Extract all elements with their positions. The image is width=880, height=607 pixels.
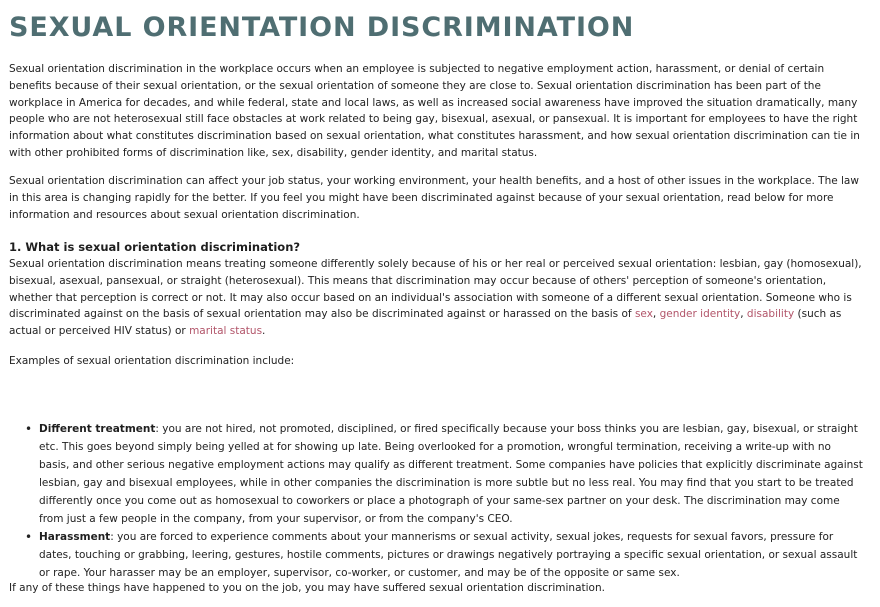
list-item-text: : you are not hired, not promoted, disciplined, or fired specifically because your boss thinks you are lesbian, gay, bisexual, or straight etc. This goes beyond simply being yelled at for showing up late. Being overlooked for a promotion, wrongful termination, receiving a write-up with no basis, and other serious negative employment actions may qualify as different treatment. Some companies have policies that explicitly discriminate against lesbian, gay and bisexual employees, while in other companies the discrimination is more subtle but no less real. You may find that you start to be treated differently once you come out as homosexual to coworkers or place a photograph of your same-sex partner on your desk. The discrimination may come from just a few people in the company, from your supervisor, or from the company's CEO.: [39, 423, 863, 525]
section-1-paragraph: [9, 256, 866, 340]
page-title: SEXUAL ORIENTATION DISCRIMINATION: [9, 12, 635, 43]
list-item-term: Harassment: [39, 531, 111, 543]
examples-list: [9, 420, 864, 582]
intro-paragraph-2: Sexual orientation discrimination can affect your job status, your working environment, your health benefits, and a host of other issues in the workplace. The law in this area is changing rapidly for the better. If you feel you might have been discriminated against because of your sexual orientation, read below for more information and resources about sexual orientation discrimination.: [9, 175, 859, 221]
closing-paragraph: If any of these things have happened to you on the job, you may have suffered sexual orientation discrimination.: [9, 582, 605, 594]
list-item: [9, 528, 864, 582]
list-item: [9, 420, 864, 528]
link-gender-identity[interactable]: gender identity: [659, 308, 741, 321]
section-heading-1: 1. What is sexual orientation discrimination?: [9, 240, 301, 254]
link-sex[interactable]: sex: [634, 308, 653, 321]
section-1-between: (such as actual or perceived HIV status) or: [9, 308, 842, 338]
list-item-term: Different treatment: [39, 423, 156, 435]
bullet-icon: •: [25, 422, 33, 436]
link-separator-2: ,: [740, 308, 747, 321]
bullet-icon: •: [25, 530, 33, 544]
link-marital-status[interactable]: marital status: [189, 325, 263, 338]
examples-intro: Examples of sexual orientation discrimination include:: [9, 355, 295, 367]
link-separator-1: ,: [652, 308, 660, 321]
list-item-text: : you are forced to experience comments about your mannerisms or sexual activity, sexual jokes, requests for sexual favors, pressure for dates, touching or grabbing, leering, gestures, hostile comments, pictures or drawings negatively portraying a specific sexual orientation, or sexual assault or rape. Your harasser may be an employer, supervisor, co-worker, or customer, and may be of the opposite or same sex.: [39, 531, 858, 579]
link-disability[interactable]: disability: [746, 308, 795, 321]
section-1-end: .: [262, 325, 266, 338]
section-1-text: Sexual orientation discrimination means treating someone differently solely because of his or her real or perceived sexual orientation: lesbian, gay (homosexual), bisexual, asexual, pansexual, or straight (heterosexual). This means that discrimination may occur because of others' perception of someone's orientation, whether that perception is correct or not. It may also occur based on an individual's association with someone of a different sexual orientation. Someone who is discriminated against on the basis of sexual orientation may also be discriminated against or harassed on the basis of: [9, 258, 862, 321]
intro-paragraph-1: Sexual orientation discrimination in the workplace occurs when an employee is subjected to negative employment action, harassment, or denial of certain benefits because of their sexual orientation, or the sexual orientation of someone they are close to. Sexual orientation discrimination has been part of the workplace in America for decades, and while federal, state and local laws, as well as increased social awareness have improved the situation dramatically, many people who are not heterosexual still face obstacles at work related to being gay, bisexual, asexual, or pansexual. It is important for employees to have the right information about what constitutes discrimination based on sexual orientation, what constitutes harassment, and how sexual orientation discrimination can tie in with other prohibited forms of discrimination like, sex, disability, gender identity, and marital status.: [9, 63, 860, 159]
